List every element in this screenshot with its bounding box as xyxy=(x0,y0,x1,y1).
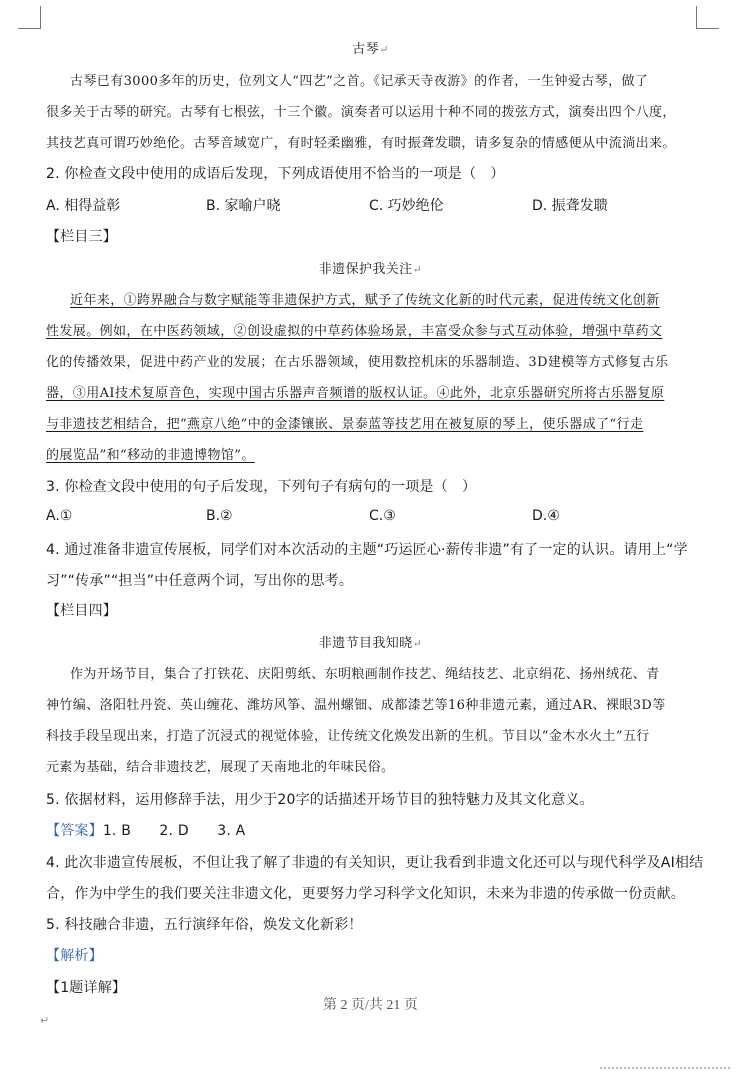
question-2: 2. 你检查文段中使用的成语后发现，下列成语使用不恰当的一项是（ ） xyxy=(46,166,505,182)
paragraph-line: 的展览品”和“移动的非遗博物馆”。 xyxy=(46,448,255,463)
paragraph-line: 元素为基础，结合非遗技艺，展现了天南地北的年味民俗。 xyxy=(46,760,395,775)
question-5: 5. 依据材料，运用修辞手法，用少于20字的话描述开场节目的独特魅力及其文化意义。 xyxy=(46,792,594,808)
crop-mark-top-left xyxy=(18,6,41,29)
paragraph-line: 科技手段呈现出来，打造了沉浸式的视觉体验，让传统文化焕发出新的生机。节目以“金木水火土”五行 xyxy=(46,729,650,744)
option-c: C. 巧妙绝伦 xyxy=(369,198,444,214)
section-title-protection: 非遗保护我关注↵ xyxy=(318,262,423,277)
option-d: D. 振聋发聩 xyxy=(532,198,608,214)
paragraph-mark: ↵ xyxy=(40,1014,50,1027)
paragraph-line: 近年来，①跨界融合与数字赋能等非遗保护方式，赋予了传统文化新的时代元素，促进传统文化创新 xyxy=(70,293,660,308)
answer-4-line: 4. 此次非遗宣传展板，不但让我了解了非遗的有关知识，更让我看到非遗文化还可以与现代科学及AI相结 xyxy=(46,855,704,871)
answer-4-line: 合，作为中学生的我们要关注非遗文化，更要努力学习科学文化知识，未来为非遗的传承做一份贡献。 xyxy=(46,886,685,902)
section-title-program: 非遗节目我知晓↵ xyxy=(318,636,423,651)
question-4-line: 习”“传承”“担当”中任意两个词，写出你的思考。 xyxy=(46,573,354,589)
detail-1-heading: 【1题详解】 xyxy=(46,980,127,996)
paragraph-line: 化的传播效果，促进中药产业的发展；在古乐器领域，使用数控机床的乐器制造、3D建模等方式修复古乐 xyxy=(46,355,669,370)
option-a: A.① xyxy=(46,508,73,524)
answer-label: 【答案】 xyxy=(46,823,103,839)
option-b: B. 家喻户晓 xyxy=(206,198,281,214)
answer-text: 1. B 2. D 3. A xyxy=(102,823,246,839)
paragraph-line: 古琴已有3000多年的历史，位列文人“四艺”之首。《记承天寺夜游》的作者，一生钟爱古琴，做了 xyxy=(70,74,649,89)
column-3-heading: 【栏目三】 xyxy=(46,229,117,245)
paragraph-line: 神竹编、洛阳牡丹瓷、英山缠花、潍坊风筝、温州螺钿、成都漆艺等16种非遗元素，通过AR、裸眼3D等 xyxy=(46,698,666,713)
paragraph-line: 作为开场节目，集合了打铁花、庆阳剪纸、东明粮画制作技艺、绳结技艺、北京绢花、扬州绒花、青 xyxy=(70,667,660,682)
paragraph-line: 器，③用AI技术复原音色，实现中国古乐器声音频谱的版权认证。④此外，北京乐器研究所将古乐器复原 xyxy=(46,386,665,401)
option-c: C.③ xyxy=(369,508,396,524)
question-4-line: 4. 通过准备非遗宣传展板，同学们对本次活动的主题“巧运匠心·薪传非遗”有了一定的认识。请用上“学 xyxy=(46,542,688,558)
question-3: 3. 你检查文段中使用的句子后发现，下列句子有病句的一项是（ ） xyxy=(46,479,477,495)
paragraph-line: 与非遗技艺相结合，把“燕京八绝”中的金漆镶嵌、景泰蓝等技艺用在被复原的琴上，使乐器成了“行走 xyxy=(46,417,644,432)
paragraph-line: 很多关于古琴的研究。古琴有七根弦，十三个徽。演奏者可以运用十种不同的拨弦方式，演奏出四个八度， xyxy=(46,105,676,120)
analysis-heading: 【解析】 xyxy=(46,948,103,964)
section-title-guqin: 古琴↵ xyxy=(352,42,389,57)
option-a: A. 相得益彰 xyxy=(46,198,121,214)
answer-line xyxy=(46,820,719,840)
dotted-rule xyxy=(600,1064,730,1069)
paragraph-line: 性发展。例如，在中医药领域，②创设虚拟的中草药体验场景，丰富受众参与式互动体验，增强中草药文 xyxy=(46,324,663,339)
column-4-heading: 【栏目四】 xyxy=(46,603,117,619)
page-footer: 第 2 页/共 21 页 xyxy=(323,998,418,1013)
crop-mark-top-right xyxy=(696,6,719,29)
option-d: D.④ xyxy=(532,508,560,524)
option-b: B.② xyxy=(206,508,233,524)
answer-5: 5. 科技融合非遗，五行演绎年俗，焕发文化新彩！ xyxy=(46,917,363,933)
paragraph-line: 其技艺真可谓巧妙绝伦。古琴音域宽广，有时轻柔幽雅，有时振聋发聩，请多复杂的情感便从中流淌出来。 xyxy=(46,136,676,151)
